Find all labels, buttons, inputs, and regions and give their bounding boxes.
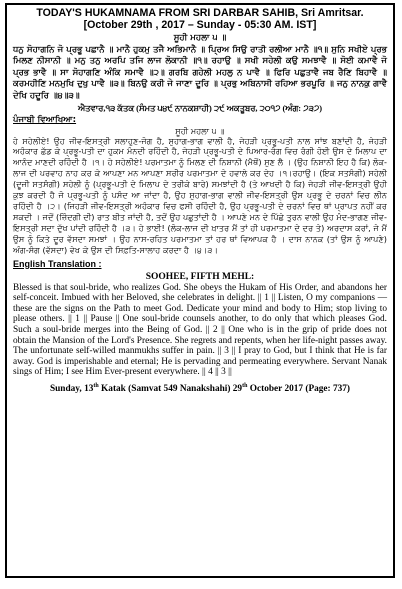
footer-date-sup1: th (93, 382, 99, 389)
english-shabad-heading: SOOHEE, FIFTH MEHL: (145, 271, 255, 282)
explanation-subheading: ਸੂਹੀ ਮਹਲਾ ੫ ॥ (175, 125, 225, 136)
gurbani-heading: ਸੂਹੀ ਮਹਲਾ ੫ ॥ (173, 33, 227, 43)
punjabi-explanation-text: ਹੇ ਸਹੇਲੀਏ! ਉਹ ਜੀਵ-ਇਸਤ੍ਰੀ ਸਲਾਹੁਣ-ਜੋਗ ਹੈ, ਸੁਹਾਗ-ਭਾਗ ਵਾਲੀ ਹੈ, ਜੇਹੜੀ ਪ੍ਰਭੂ-ਪਤੀ ਨਾਲ ਸਾਂਝ ਬਣਾਂਦੀ ਹੈ, ਜੇਹੜੀ ਅਹੰਕਾਰ ਛੱਡ ਕੇ ਪ੍ਰਭੂ-ਪਤੀ ਦਾ ਹੁਕਮ ਮੰਨਦੀ ਰਹਿੰਦੀ ਹੈ, ਜੇਹੜੀ ਪ੍ਰਭੂ-ਪਤੀ ਦੇ ਪਿਆਰ-ਰੰਗ ਵਿਚ ਰੰਗੀ ਹੋਈ ਉਸ ਦੇ ਮਿਲਾਪ ਦਾ ਆਨੰਦ ਮਾਣਦੀ ਰਹਿੰਦੀ ਹੈ ।੧। ਹੇ ਸਹੇਲੀਏ! ਪਰਮਾਤਮਾ ਨੂੰ ਮਿਲਣ ਦੀ ਨਿਸ਼ਾਨੀ (ਮੈਥੋਂ) ਸੁਣ ਲੈ । (ਉਹ ਨਿਸ਼ਾਨੀ ਇਹ ਹੈ ਕਿ) ਲੋਕ-ਲਾਜ ਦੀ ਪਰਵਾਹ ਨਾਹ ਕਰ ਕੇ ਆਪਣਾ ਮਨ ਆਪਣਾ ਸਰੀਰ ਪਰਮਾਤਮਾ ਦੇ ਹਵਾਲੇ ਕਰ ਦੇਹ ।੧।ਰਹਾਉ। (ਇਕ ਸਤਸੰਗੀ) ਸਹੇਲੀ (ਦੂਜੀ ਸਤਸੰਗੀ) ਸਹੇਲੀ ਨੂੰ (ਪ੍ਰਭੂ-ਪਤੀ ਦੇ ਮਿਲਾਪ ਦੇ ਤਰੀਕੇ ਬਾਰੇ) ਸਮਝਾਂਦੀ ਹੈ (ਤੇ ਆਖਦੀ ਹੈ ਕਿ) ਜੇਹੜੀ ਜੀਵ-ਇਸਤ੍ਰੀ ਉਹੀ ਕੁਝ ਕਰਦੀ ਹੈ ਜੋ ਪ੍ਰਭੂ-ਪਤੀ ਨੂੰ ਪਸੰਦ ਆ ਜਾਂਦਾ ਹੈ, ਉਹ ਸੁਹਾਗ-ਭਾਗ ਵਾਲੀ ਜੀਵ-ਇਸਤ੍ਰੀ ਉਸ ਪ੍ਰਭੂ ਦੇ ਚਰਨਾਂ ਵਿਚ ਲੀਨ ਰਹਿੰਦੀ ਹੈ ।੨। (ਜਿਹੜੀ ਜੀਵ-ਇਸਤ੍ਰੀ ਅਹੰਕਾਰ ਵਿਚ ਫਸੀ ਰਹਿੰਦੀ ਹੈ, ਉਹ ਪ੍ਰਭੂ-ਪਤੀ ਦੇ ਚਰਨਾਂ ਵਿਚ ਥਾਂ ਪ੍ਰਾਪਤ ਨਹੀਂ ਕਰ ਸਕਦੀ । ਜਦੋਂ (ਜ਼ਿੰਦਗੀ ਦੀ) ਰਾਤ ਬੀਤ ਜਾਂਦੀ ਹੈ, ਤਦੋਂ ਉਹ ਪਛੁਤਾਂਦੀ ਹੈ । ਆਪਣੇ ਮਨ ਦੇ ਪਿੱਛੇ ਤੁਰਨ ਵਾਲੀ ਉਹ ਮੰਦ-ਭਾਗਣ ਜੀਵ-ਇਸਤ੍ਰੀ ਸਦਾ ਦੁੱਖ ਪਾਂਦੀ ਰਹਿੰਦੀ ਹੈ ।੩। ਹੇ ਭਾਈ! (ਲੋਕ-ਲਾਜ ਦੀ ਖ਼ਾਤਰ ਮੈਂ ਤਾਂ ਹੀ ਪਰਮਾਤਮਾ ਦੇ ਦਰ ਤੇ) ਅਰਦਾਸ ਕਰਾਂ, ਜੇ ਮੈਂ ਉਸ ਨੂੰ ਕਿਤੇ ਦੂਰ ਵੱਸਦਾ ਸਮਝਾਂ । ਉਹ ਨਾਸ-ਰਹਿਤ ਪਰਮਾਤਮਾ ਤਾਂ ਹਰ ਥਾਂ ਵਿਆਪਕ ਹੈ । ਦਾਸ ਨਾਨਕ (ਤਾਂ ਉਸ ਨੂੰ ਆਪਣੇ) ਅੰਗ-ਸੰਗ (ਵੱਸਦਾ) ਵੇਖ ਕੇ ਉਸ ਦੀ ਸਿਫ਼ਤਿ-ਸਾਲਾਹ ਕਰਦਾ ਹੈ ।੪।੩। (13, 135, 387, 255)
footer-date-prefix: Sunday, 13 (49, 383, 94, 394)
gurmukhi-date-line: ਐਤਵਾਰ,੧੩ ਕੱਤਕ (ਸੰਮਤ ੫੪੯ ਨਾਨਕਸ਼ਾਹੀ) ੨੯ ਅਕਤੂਬਰ, ੨੦੧੭ (ਅੰਗ: ੭੩੭) (77, 103, 322, 113)
english-translation-heading: English Translation : (13, 258, 102, 269)
page-title: TODAY'S HUKAMNAMA FROM SRI DARBAR SAHIB, Sri Amritsar. (36, 7, 364, 19)
footer-date-sup2: th (242, 382, 248, 389)
punjabi-explanation-heading: ਪੰਜਾਬੀ ਵਿਆਖਿਆ: (13, 114, 77, 125)
footer-date-suffix: October 2017 (Page: 737) (247, 383, 351, 394)
english-translation-text: Blessed is that soul-bride, who realizes God. She obeys the Hukam of His Order, and abandons her self-conceit. Imbued with her Beloved, she celebrates in delight. || 1 || Listen, O my companions — these are the signs on the Path to meet God. Dedicate your mind and body to Him; stop living to please others. || 1 || Pause || One soul-bride counsels another, to do only that which pleases God. Such a soul-bride merges into the Being of God. || 2 || One who is in the grip of pride does not obtain the Mansion of the Lord's Presence. She regrets and repents, when her life-night passes away. The unfortunate self-willed manmukhs suffer in pain. || 3 || I pray to God, but I think that He is far away. God is imperishable and eternal; He is pervading and permeating everywhere. Servant Nanak sings of Him; I see Him Ever-present everywhere. || 4 || 3 || (13, 282, 387, 378)
gurbani-text: ਧਨੁ ਸੋਹਾਗਨਿ ਜੋ ਪ੍ਰਭੂ ਪਛਾਨੈ ॥ ਮਾਨੈ ਹੁਕਮੁ ਤਜੈ ਅਭਿਮਾਨੈ ॥ ਪ੍ਰਿਅ ਸਿਉ ਰਾਤੀ ਰਲੀਆ ਮਾਨੈ ॥੧॥ ਸੁਨਿ ਸਖੀਏ ਪ੍ਰਭ ਮਿਲਣ ਨੀਸਾਨੀ ॥ ਮਨੁ ਤਨੁ ਅਰਪਿ ਤਜਿ ਲਾਜ ਲੋਕਾਨੀ ॥੧॥ ਰਹਾਉ ॥ ਸਖੀ ਸਹੇਲੀ ਕਉ ਸਮਝਾਵੈ ॥ ਸੋਈ ਕਮਾਵੈ ਜੋ ਪ੍ਰਭ ਭਾਵੈ ॥ ਸਾ ਸੋਹਾਗਣਿ ਅੰਕਿ ਸਮਾਵੈ ॥੨॥ ਗਰਬਿ ਗਹੇਲੀ ਮਹਲੁ ਨ ਪਾਵੈ ॥ ਫਿਰਿ ਪਛੁਤਾਵੈ ਜਬ ਰੈਣਿ ਬਿਹਾਵੈ ॥ ਕਰਮਹੀਣਿ ਮਨਮੁਖਿ ਦੁਖੁ ਪਾਵੈ ॥੩॥ ਬਿਨਉ ਕਰੀ ਜੇ ਜਾਣਾ ਦੂਰਿ ॥ ਪ੍ਰਭੁ ਅਬਿਨਾਸੀ ਰਹਿਆ ਭਰਪੂਰਿ ॥ ਜਨੁ ਨਾਨਕੁ ਗਾਵੈ ਦੇਖਿ ਹਦੂਰਿ ॥੪॥੩॥ (13, 44, 387, 101)
footer-date-middle: Katak (Samvat 549 Nanakshahi) 29 (98, 383, 243, 394)
footer-date (13, 380, 387, 395)
page-subtitle: [October 29th , 2017 – Sunday - 05:30 AM. IST] (83, 19, 317, 31)
hukamnama-document (5, 3, 395, 578)
